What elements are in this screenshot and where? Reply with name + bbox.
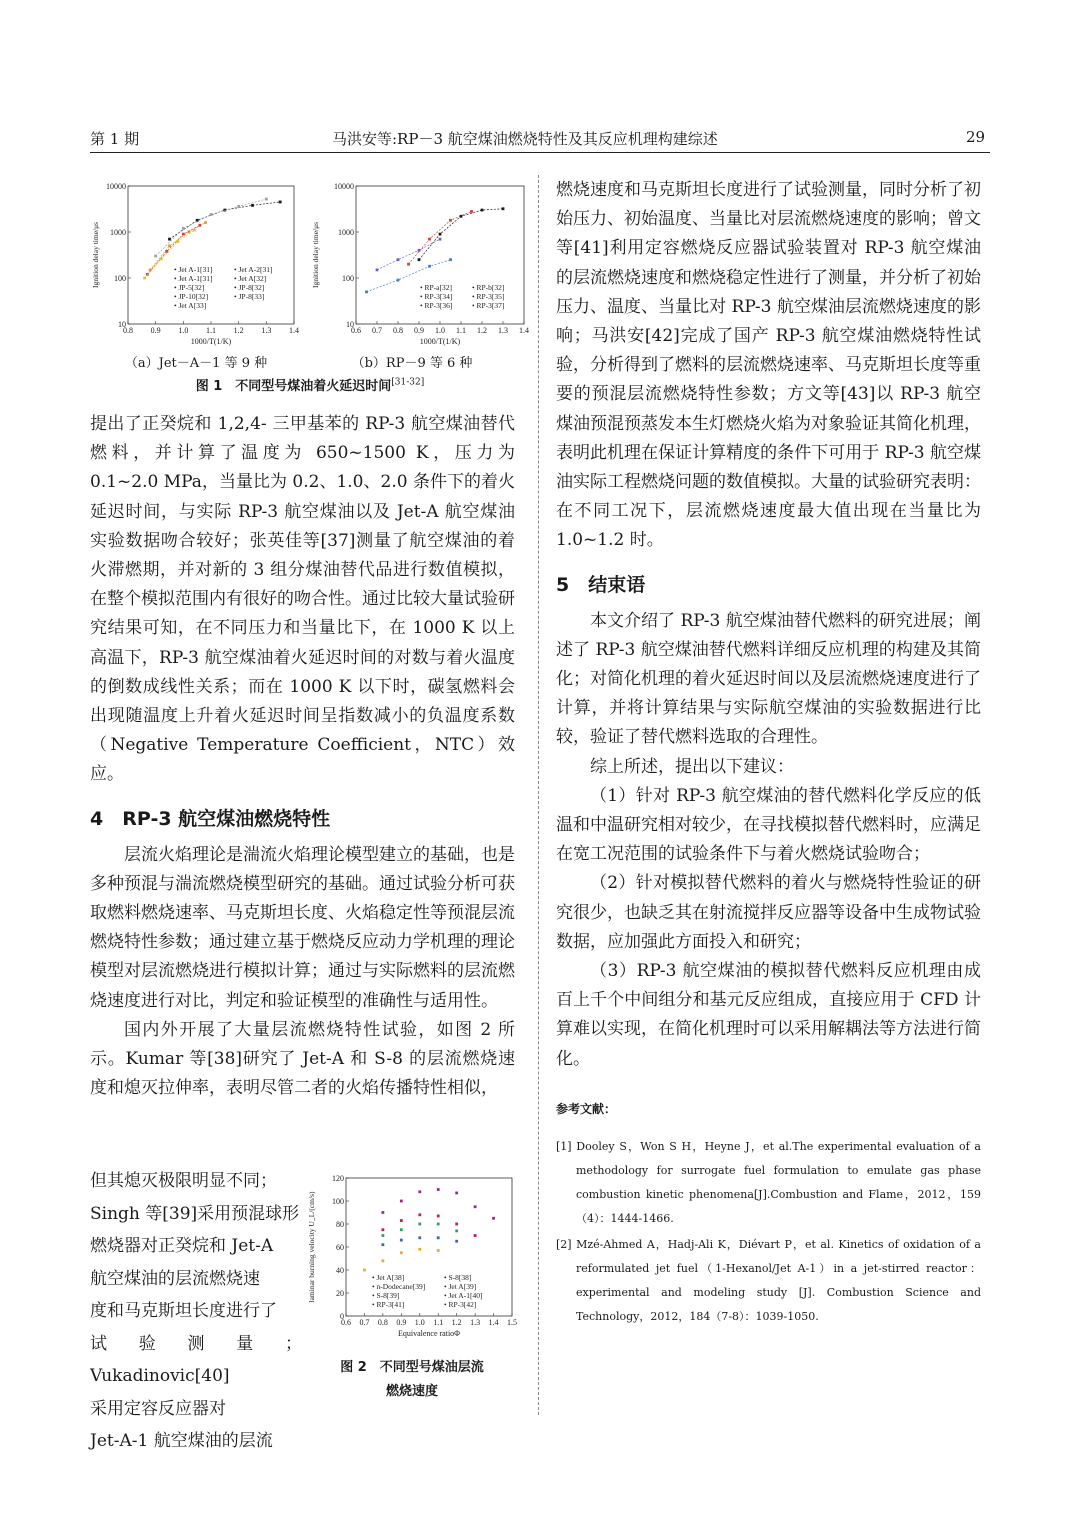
y-tick-label: 10000	[334, 182, 354, 191]
data-point	[165, 250, 168, 253]
legend-entry: • Jet A-1[31]	[174, 274, 213, 283]
left-column-wrap	[90, 1165, 302, 1458]
right-column	[556, 176, 981, 1331]
legend-entry: • S-8[38]	[444, 1273, 472, 1282]
wrap-line-3: 燃烧器对正癸烷和 Jet-A	[90, 1236, 274, 1256]
data-point	[143, 277, 146, 280]
data-point	[400, 1251, 403, 1254]
data-point	[407, 263, 410, 266]
data-point	[437, 1215, 440, 1218]
suggestion-3: （3）RP-3 航空煤油的模拟替代燃料反应机理由成百上千个中间组分和基元反应组成，直接应用于 CFD 计算难以实现，在简化机理时可以采用解耦法等方法进行简化。	[556, 961, 981, 1069]
data-point	[193, 229, 196, 232]
legend-entry: • RP-3[36]	[420, 301, 453, 310]
y-tick-label: 20	[336, 1289, 344, 1298]
paragraph-suggestions-intro: 综上所述，提出以下建议：	[590, 756, 794, 777]
x-tick-label: 0.7	[359, 1318, 370, 1327]
figure-1a-chart	[90, 178, 302, 350]
data-point	[492, 1217, 495, 1220]
data-point	[455, 1192, 458, 1195]
wrap-line-6: 试验测量；Vukadinovic[40]	[90, 1333, 302, 1386]
y-axis-label: laminar burning velocity U_L/(cm/s)	[307, 1191, 316, 1303]
x-tick-label: 1.1	[433, 1318, 444, 1327]
figure-2-chart	[306, 1168, 518, 1348]
column-divider	[538, 175, 539, 1415]
x-tick-label: 1.4	[289, 326, 299, 335]
figure-1-caption	[90, 375, 530, 394]
series-line	[156, 199, 267, 256]
data-point	[400, 1200, 403, 1203]
x-tick-label: 1.1	[206, 326, 216, 335]
legend-entry: • RP-3[37]	[472, 301, 505, 310]
data-point	[474, 1234, 477, 1237]
section-5-heading: 5 结束语	[556, 573, 646, 596]
reference-1: [1] Dooley S，Won S H，Heyne J，et al.The experimental evaluation of a methodology for surrogate fuel formulation to emulate gas phase combustion kinetic phenomena[J].Combustion and Flame，2012，159（4）：1444-1466.	[556, 1139, 981, 1225]
data-point	[418, 1236, 421, 1239]
references-heading: 参考文献：	[556, 1101, 617, 1116]
data-point	[455, 1240, 458, 1243]
x-tick-label: 1.3	[261, 326, 272, 335]
x-tick-label: 0.9	[150, 326, 161, 335]
series-line	[170, 202, 281, 239]
data-point	[363, 1269, 366, 1272]
page-number: 29	[966, 128, 986, 146]
data-point	[397, 279, 400, 282]
legend-entry: • RP-a[32]	[420, 283, 452, 292]
y-tick-label: 10000	[106, 182, 126, 191]
data-point	[437, 1249, 440, 1252]
wrap-line-8: Jet-A-1 航空煤油的层流	[90, 1431, 273, 1451]
legend-entry: • Jet A[39]	[444, 1282, 477, 1291]
data-point	[182, 227, 185, 230]
paragraph-laminar-theory: 层流火焰理论是湍流火焰理论模型建立的基础，也是多种预混与湍流燃烧模型研究的基础。通过试验分析可获取燃料燃烧速率、马克斯坦长度、火焰稳定性等预混层流燃烧特性参数；通过建立基于燃烧反应动力学机理的理论模型对层流燃烧进行模拟计算；通过与实际燃料的层流燃烧速度进行对比，判定和验证模型的准确性与适用性。	[90, 844, 515, 1011]
data-point	[376, 268, 379, 271]
figure-2	[306, 1168, 518, 1404]
y-tick-label: 60	[336, 1243, 344, 1252]
running-header-issue: 第 1 期	[90, 130, 140, 148]
legend-entry: • JP-8[32]	[234, 283, 265, 292]
wrap-line-7: 采用定容反应器对	[90, 1398, 226, 1419]
figure-1-caption-ref: [31-32]	[391, 377, 425, 388]
plot-frame	[128, 186, 294, 324]
x-tick-label: 0.9	[414, 326, 424, 335]
y-tick-label: 100	[332, 1197, 344, 1206]
data-point	[418, 1190, 421, 1193]
data-point	[439, 233, 442, 236]
data-point	[160, 258, 163, 261]
data-point	[418, 1248, 421, 1251]
y-tick-label: 10	[346, 320, 354, 329]
y-axis-label: Ignition delay time/μs	[91, 221, 100, 289]
data-point	[381, 1259, 384, 1262]
data-point	[210, 213, 213, 216]
data-point	[279, 201, 282, 204]
legend-entry: • RP-3[34]	[420, 292, 453, 301]
data-point	[481, 209, 484, 212]
x-tick-label: 1.5	[507, 1318, 517, 1327]
data-point	[381, 1211, 384, 1214]
y-tick-label: 100	[114, 274, 126, 283]
x-tick-label: 0.7	[372, 326, 382, 335]
header-rule	[90, 152, 990, 153]
data-point	[418, 1213, 421, 1216]
y-axis-label: Ignition delay time/μs	[311, 221, 320, 289]
x-tick-label: 0.8	[393, 326, 403, 335]
x-tick-label: 0.8	[377, 1318, 388, 1327]
x-tick-label: 1.2	[233, 326, 244, 335]
figure-1b-label: （b）RP－9 等 6 种	[351, 356, 473, 371]
figure-1a-label: （a）Jet－A－1 等 9 种	[124, 356, 268, 371]
x-tick-label: 1.2	[451, 1318, 462, 1327]
data-point	[251, 204, 254, 207]
paragraph-laminar-measurements: 燃烧速度和马克斯坦长度进行了试验测量，同时分析了初始压力、初始温度、当量比对层流燃烧速度的影响；曾文等[41]利用定容燃烧反应器试验装置对 RP-3 航空煤油的层流燃烧速度和燃烧稳定性进行了测量，并分析了初始压力、温度、当量比对 RP-3 航空煤油层流燃烧速度的影响；马洪安[42]完成了国产 RP-3 航空煤油燃烧特性试验，分析得到了燃料的层流燃烧速率、马克斯坦长度等重要的预混层流燃烧特性参数；方文等[43]以 RP-3 航空煤油预混预蒸发本生灯燃烧火焰为对象验证其简化机理，表明此机理在保证计算精度的条件下可用于 RP-3 航空煤油实际工程燃烧问题的数值模拟。大量的试验研究表明：在不同工况下，层流燃烧速度最大值出现在当量比为 1.0~1.2 时。	[556, 180, 981, 551]
y-tick-label: 120	[332, 1174, 344, 1183]
legend-entry: • S-8[39]	[372, 1291, 400, 1300]
data-point	[437, 1188, 440, 1191]
x-tick-label: 1.4	[488, 1318, 499, 1327]
legend-entry: • Jet A[33]	[174, 301, 207, 310]
x-tick-label: 0.8	[123, 326, 133, 335]
figure-1	[90, 178, 530, 394]
data-point	[418, 249, 421, 252]
data-point	[418, 258, 421, 261]
data-point	[439, 238, 442, 241]
legend-entry: • RP-3[42]	[444, 1300, 477, 1309]
y-tick-label: 0	[340, 1312, 344, 1321]
x-tick-label: 1.1	[456, 326, 466, 335]
x-tick-label: 1.2	[477, 326, 487, 335]
data-point	[400, 1219, 403, 1222]
running-header-title: 马洪安等:RP－3 航空煤油燃烧特性及其反应机理构建综述	[332, 130, 718, 148]
y-tick-label: 1000	[110, 228, 126, 237]
wrap-line-5: 度和马克斯坦长度进行了	[90, 1301, 277, 1321]
data-point	[397, 258, 400, 261]
y-tick-label: 80	[336, 1220, 344, 1229]
y-tick-label: 40	[336, 1266, 344, 1275]
legend-entry: • JP-8[33]	[234, 292, 265, 301]
wrap-line-2: Singh 等[39]采用预混球形	[90, 1203, 300, 1224]
data-point	[428, 265, 431, 268]
data-point	[428, 238, 431, 241]
paragraph-ignition-summary: 提出了正癸烷和 1,2,4- 三甲基苯的 RP-3 航空煤油替代燃料，并计算了温度为 650~1500 K，压力为 0.1~2.0 MPa，当量比为 0.2、1.0、2.0 条件下的着火延迟时间，与实际 RP-3 航空煤油以及 Jet-A 航空煤油实验数据吻合较好；张英佳等[37]测量了航空煤油的着火滞燃期，并对新的 3 组分煤油替代品进行数值模拟，在整个模拟范围内有很好的吻合性。通过比较大量试验研究结果可知，在不同压力和当量比下，在 1000 K 以上高温下，RP-3 航空煤油着火延迟时间的对数与着火温度的倒数成线性关系；而在 1000 K 以下时，碳氢燃料会出现随温度上升着火延迟时间呈指数减小的负温度系数（Negative Temperature Coefficient，NTC）效应。	[90, 414, 515, 785]
data-point	[265, 198, 268, 201]
data-point	[449, 219, 452, 222]
x-axis-label: Equivalence ratioΦ	[397, 1329, 461, 1338]
data-point	[455, 1230, 458, 1233]
x-tick-label: 1.3	[498, 326, 508, 335]
left-column	[90, 410, 515, 1103]
legend-entry: • Jet A[32]	[234, 274, 267, 283]
data-point	[460, 215, 463, 218]
data-point	[176, 240, 179, 243]
series-line	[150, 223, 205, 270]
data-point	[455, 1223, 458, 1226]
figure-2-caption-line2: 燃烧速度	[385, 1384, 438, 1399]
paragraph-experiments: 国内外开展了大量层流燃烧特性试验，如图 2 所示。Kumar 等[38]研究了 Jet-A 和 S-8 的层流燃烧速度和熄灭拉伸率，表明尽管二者的火焰传播特性相似，	[90, 1019, 515, 1099]
data-point	[204, 221, 207, 224]
legend-entry: • Jet A-2[31]	[234, 265, 273, 274]
figure-2-caption-line1: 图 2 不同型号煤油层流	[340, 1360, 484, 1375]
data-point	[437, 1223, 440, 1226]
data-point	[474, 1205, 477, 1208]
wrap-line-1: 但其熄灭极限明显不同；	[90, 1171, 277, 1191]
legend-entry: • JP-5[32]	[174, 283, 205, 292]
legend-entry: • JP-10[32]	[174, 292, 209, 301]
figure-1b-chart	[310, 178, 530, 350]
data-point	[365, 290, 368, 293]
x-tick-label: 0.6	[341, 1318, 351, 1327]
legend-entry: • Jet A-1[40]	[444, 1291, 483, 1300]
data-point	[182, 233, 185, 236]
x-axis-label: 1000/T(1/K)	[190, 337, 232, 346]
reference-2: [2] Mzé-Ahmed A，Hadj-Ali K，Diévart P，et al. Kinetics of oxidation of a reformulated jet fuel（1-Hexanol/Jet A-1）in a jet-stirred reactor：experimental and modeling study [J]. Combustion Science and Technology，2012，184（7-8）：1039-1050.	[556, 1237, 981, 1323]
x-tick-label: 0.9	[396, 1318, 407, 1327]
plot-frame	[346, 1178, 512, 1316]
data-point	[199, 224, 202, 227]
suggestion-2: （2）针对模拟替代燃料的着火与燃烧特性验证的研究很少，也缺乏其在射流搅拌反应器等设备中生成物试验数据，应加强此方面投入和研究；	[556, 873, 981, 952]
y-tick-label: 1000	[338, 228, 354, 237]
data-point	[418, 1223, 421, 1226]
x-tick-label: 1.0	[178, 326, 189, 335]
data-point	[470, 210, 473, 213]
data-point	[154, 255, 157, 258]
data-point	[196, 219, 199, 222]
x-tick-label: 0.6	[351, 326, 361, 335]
figure-2-caption	[306, 1356, 518, 1404]
legend-entry: • RP-b[32]	[472, 283, 505, 292]
y-tick-label: 100	[342, 274, 354, 283]
x-tick-label: 1.0	[414, 1318, 425, 1327]
x-tick-label: 1.3	[470, 1318, 481, 1327]
x-axis-label: 1000/T(1/K)	[419, 337, 461, 346]
data-point	[168, 244, 171, 247]
x-tick-label: 1.4	[519, 326, 529, 335]
wrap-line-4: 航空煤油的层流燃烧速	[90, 1268, 260, 1289]
legend-entry: • RP-3[35]	[472, 292, 505, 301]
data-point	[168, 238, 171, 241]
y-tick-label: 10	[118, 320, 126, 329]
legend-entry: • Jet A[38]	[372, 1273, 405, 1282]
data-point	[449, 258, 452, 261]
suggestion-1: （1）针对 RP-3 航空煤油的替代燃料化学反应的低温和中温研究相对较少，在寻找模拟替代燃料时，应满足在宽工况范围的试验条件下与着火燃烧试验吻合；	[556, 785, 981, 865]
legend-entry: • RP-3[41]	[372, 1300, 405, 1309]
legend-entry: • Jet A-1[31]	[174, 265, 213, 274]
section-4-heading: 4 RP-3 航空煤油燃烧特性	[90, 807, 331, 830]
data-point	[381, 1243, 384, 1246]
x-tick-label: 1.0	[435, 326, 445, 335]
data-point	[437, 1236, 440, 1239]
figure-1-caption-text: 图 1 不同型号煤油着火延迟时间	[195, 379, 392, 394]
data-point	[400, 1228, 403, 1231]
data-point	[381, 1234, 384, 1237]
data-point	[400, 1239, 403, 1242]
data-point	[237, 205, 240, 208]
data-point	[502, 207, 505, 210]
paragraph-conclusion: 本文介绍了 RP-3 航空煤油替代燃料的研究进展；阐述了 RP-3 航空煤油替代燃料详细反应机理的构建及其简化；对简化机理的着火延迟时间以及层流燃烧速度进行了计算，并将计算结果与实际航空煤油的实验数据进行比较，验证了替代燃料选取的合理性。	[556, 610, 981, 748]
data-point	[381, 1228, 384, 1231]
legend-entry: • n-Dodecane[39]	[372, 1282, 426, 1291]
